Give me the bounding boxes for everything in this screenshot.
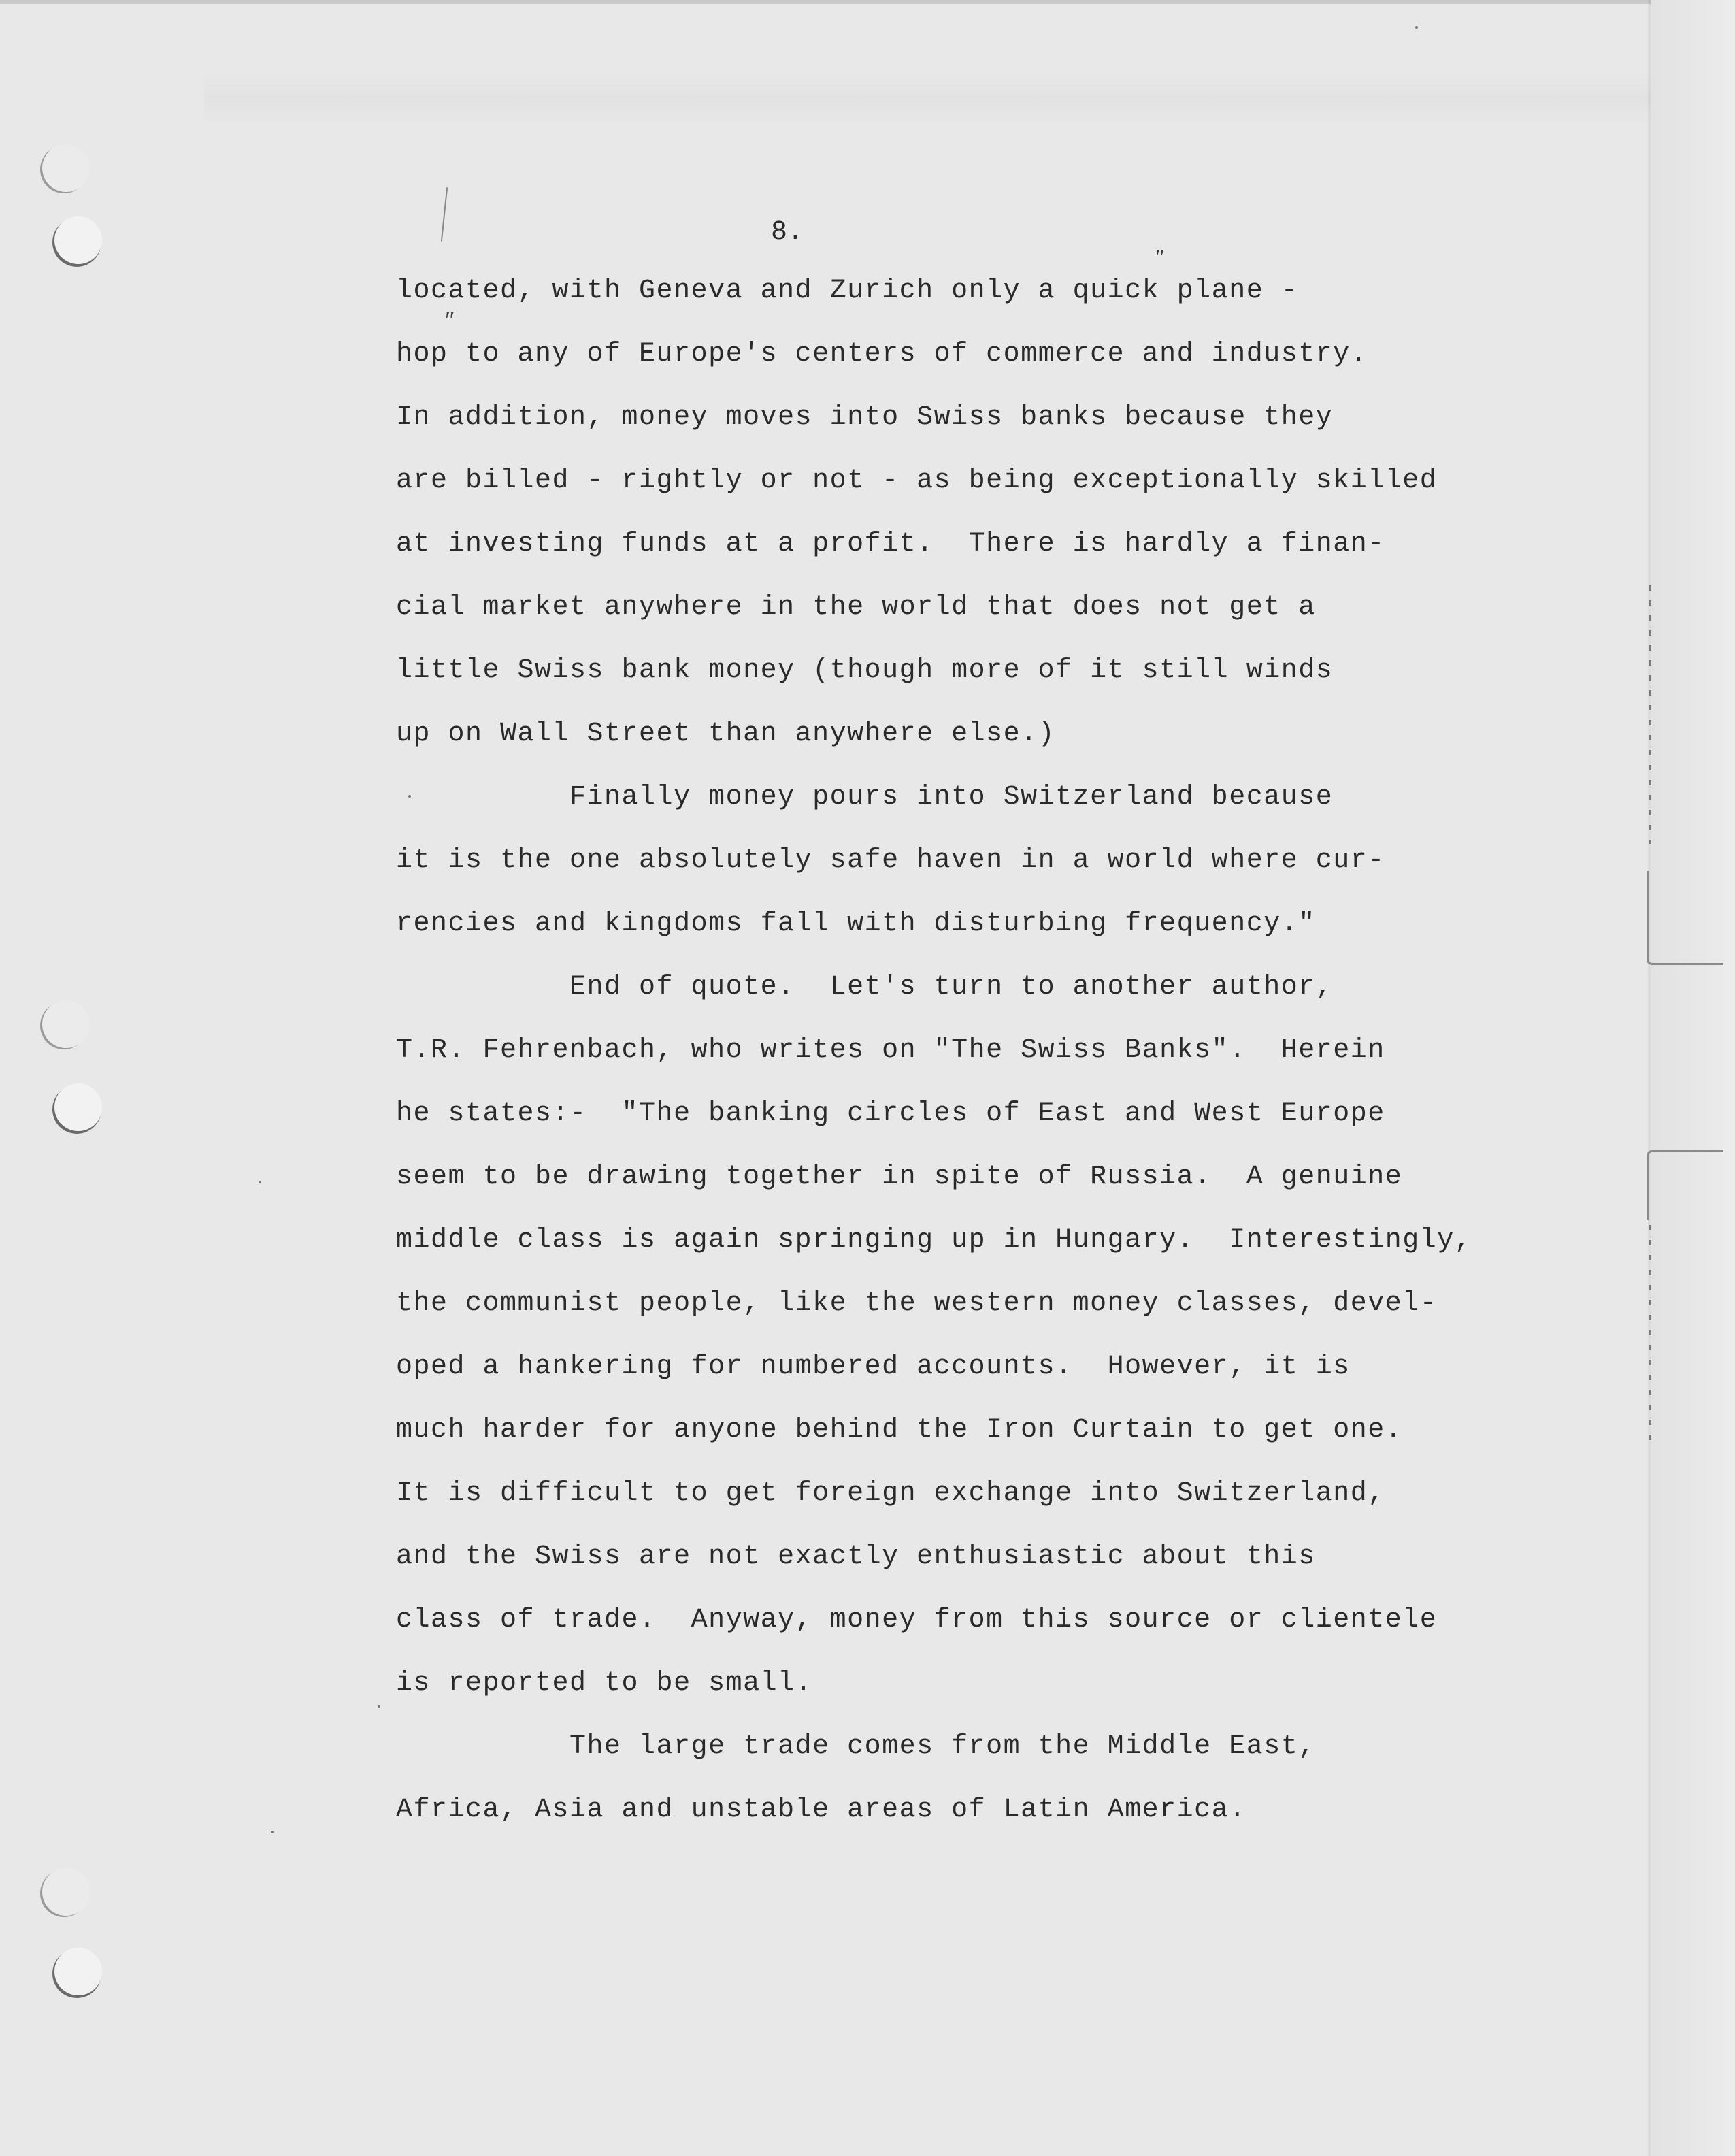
stray-dot [259,1181,261,1183]
text-line: middle class is again springing up in Hungary. Interestingly, [396,1225,1472,1256]
text-line: are billed - rightly or not - as being exceptionally skilled [396,466,1438,496]
text-line: cial market anywhere in the world that does not get a [396,592,1316,623]
text-line: little Swiss bank money (though more of it still winds [396,655,1334,686]
text-line: the communist people, like the western money classes, devel- [396,1288,1438,1319]
text-line: much harder for anyone behind the Iron Curtain to get one. [396,1415,1403,1446]
text-line: Finally money pours into Switzerland because [396,782,1334,813]
punch-hole-ghost-middle [42,1000,90,1048]
punch-hole-top [54,216,102,264]
stray-dot [378,1705,380,1708]
handwritten-insertion-mark: ″ [1154,245,1164,270]
underlying-page-edge [1651,0,1735,2156]
text-line: It is difficult to get foreign exchange into Switzerland, [396,1478,1385,1509]
text-line: The large trade comes from the Middle East, [396,1731,1316,1762]
punch-hole-ghost-bottom [42,1868,90,1916]
punch-hole-ghost-top [42,144,90,192]
text-line: In addition, money moves into Swiss banks because they [396,402,1334,433]
binding-dots-upper [1649,585,1651,844]
body-text [396,0,1512,1825]
text-line: is reported to be small. [396,1668,813,1699]
punch-hole-middle [54,1083,102,1131]
text-line: located, with Geneva and Zurich only a quick plane - [396,276,1299,306]
binding-clip-upper [1647,871,1723,965]
text-line: seem to be drawing together in spite of Russia. A genuine [396,1162,1403,1192]
binding-clip-lower [1647,1150,1723,1220]
text-line: he states:- "The banking circles of East and West Europe [396,1098,1385,1129]
punch-hole-bottom [54,1948,102,1995]
text-line: T.R. Fehrenbach, who writes on "The Swiss Banks". Herein [396,1035,1385,1066]
text-line: End of quote. Let's turn to another author, [396,972,1334,1002]
paper-right-edge [1648,0,1651,2156]
binding-dots-lower [1649,1225,1651,1450]
text-line: and the Swiss are not exactly enthusiastic about this [396,1541,1316,1572]
text-line: rencies and kingdoms fall with disturbing frequency." [396,909,1316,939]
text-line: Africa, Asia and unstable areas of Latin America. [396,1795,1246,1825]
text-line: at investing funds at a profit. There is hardly a finan- [396,529,1385,559]
page-number: 8. [771,217,804,248]
text-line: class of trade. Anyway, money from this source or clientele [396,1605,1438,1635]
text-line: oped a hankering for numbered accounts. However, it is [396,1352,1351,1382]
stray-dot [271,1831,274,1833]
handwritten-insertion-mark: ″ [444,308,454,333]
text-line: up on Wall Street than anywhere else.) [396,719,1056,749]
text-line: it is the one absolutely safe haven in a world where cur- [396,845,1385,876]
text-line: hop to any of Europe's centers of commerce and industry. [396,339,1368,370]
